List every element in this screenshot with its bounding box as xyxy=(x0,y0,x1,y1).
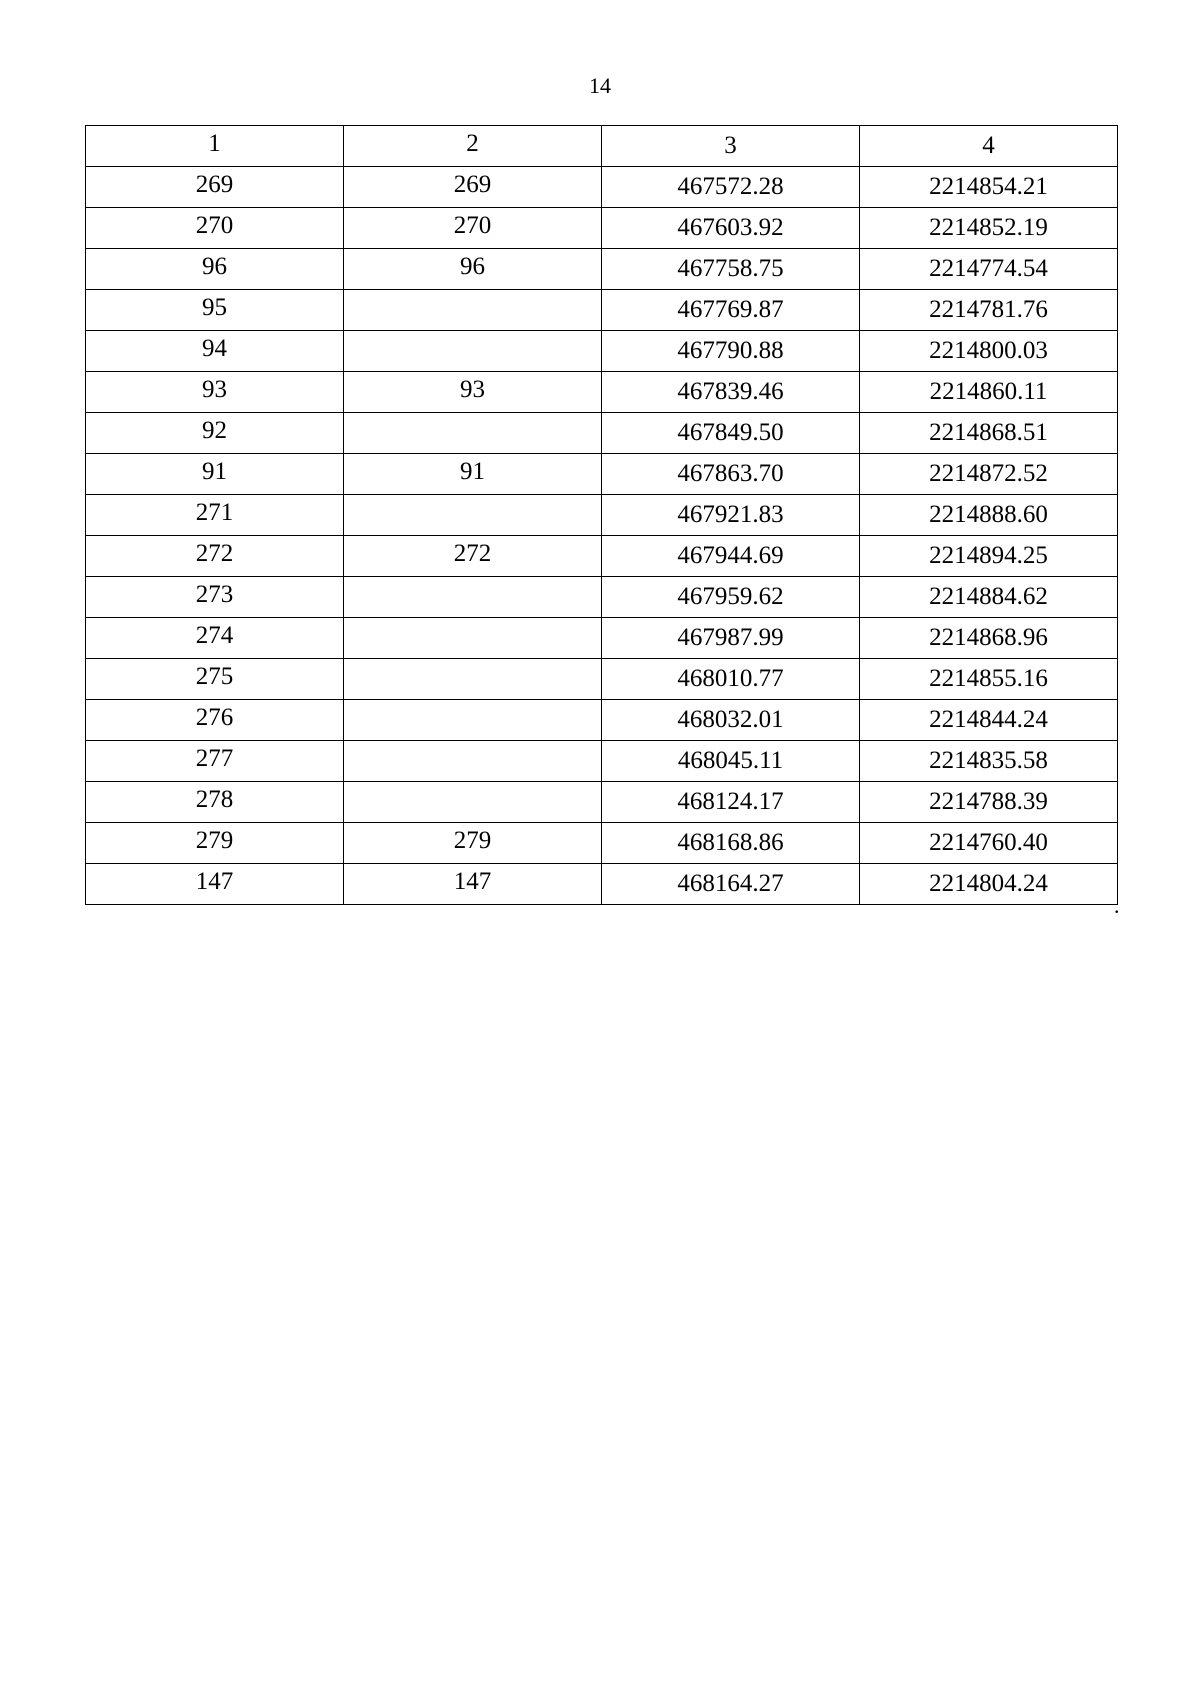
y-coordinate-cell: 2214844.24 xyxy=(860,700,1118,741)
y-coordinate-cell: 2214854.21 xyxy=(860,167,1118,208)
point-number-cell: 279 xyxy=(86,823,344,864)
point-number-cell: 147 xyxy=(86,864,344,905)
page-number: 14 xyxy=(589,73,611,98)
point-number-alt-cell xyxy=(344,782,602,823)
table-row xyxy=(86,741,1118,782)
y-coordinate-cell: 2214855.16 xyxy=(860,659,1118,700)
table-row xyxy=(86,700,1118,741)
table-row xyxy=(86,782,1118,823)
y-coordinate-cell: 2214884.62 xyxy=(860,577,1118,618)
y-coordinate-cell: 2214800.03 xyxy=(860,331,1118,372)
point-number-alt-cell xyxy=(344,331,602,372)
header-cell-3: 3 xyxy=(602,126,860,167)
x-coordinate-cell: 467921.83 xyxy=(602,495,860,536)
point-number-alt-cell: 91 xyxy=(344,454,602,495)
x-coordinate-cell: 467849.50 xyxy=(602,413,860,454)
point-number-cell: 91 xyxy=(86,454,344,495)
table-header-row xyxy=(86,126,1118,167)
x-coordinate-cell: 467863.70 xyxy=(602,454,860,495)
table-row xyxy=(86,659,1118,700)
table-row xyxy=(86,536,1118,577)
table-row xyxy=(86,495,1118,536)
point-number-alt-cell: 96 xyxy=(344,249,602,290)
y-coordinate-cell: 2214888.60 xyxy=(860,495,1118,536)
point-number-alt-cell xyxy=(344,413,602,454)
y-coordinate-cell: 2214781.76 xyxy=(860,290,1118,331)
point-number-alt-cell xyxy=(344,700,602,741)
x-coordinate-cell: 468168.86 xyxy=(602,823,860,864)
point-number-cell: 277 xyxy=(86,741,344,782)
y-coordinate-cell: 2214760.40 xyxy=(860,823,1118,864)
point-number-cell: 278 xyxy=(86,782,344,823)
y-coordinate-cell: 2214774.54 xyxy=(860,249,1118,290)
x-coordinate-cell: 467839.46 xyxy=(602,372,860,413)
x-coordinate-cell: 468124.17 xyxy=(602,782,860,823)
x-coordinate-cell: 467758.75 xyxy=(602,249,860,290)
point-number-alt-cell xyxy=(344,290,602,331)
table-row xyxy=(86,823,1118,864)
y-coordinate-cell: 2214894.25 xyxy=(860,536,1118,577)
y-coordinate-cell: 2214852.19 xyxy=(860,208,1118,249)
point-number-alt-cell: 279 xyxy=(344,823,602,864)
x-coordinate-cell: 467572.28 xyxy=(602,167,860,208)
point-number-alt-cell: 269 xyxy=(344,167,602,208)
x-coordinate-cell: 468032.01 xyxy=(602,700,860,741)
point-number-cell: 92 xyxy=(86,413,344,454)
point-number-alt-cell: 272 xyxy=(344,536,602,577)
point-number-alt-cell xyxy=(344,618,602,659)
y-coordinate-cell: 2214835.58 xyxy=(860,741,1118,782)
point-number-cell: 276 xyxy=(86,700,344,741)
table-row xyxy=(86,454,1118,495)
point-number-cell: 272 xyxy=(86,536,344,577)
table-row xyxy=(86,208,1118,249)
coordinates-table-body xyxy=(86,126,1118,905)
point-number-alt-cell xyxy=(344,495,602,536)
y-coordinate-cell: 2214860.11 xyxy=(860,372,1118,413)
x-coordinate-cell: 467769.87 xyxy=(602,290,860,331)
y-coordinate-cell: 2214872.52 xyxy=(860,454,1118,495)
x-coordinate-cell: 467987.99 xyxy=(602,618,860,659)
y-coordinate-cell: 2214868.51 xyxy=(860,413,1118,454)
point-number-alt-cell xyxy=(344,659,602,700)
header-cell-1: 1 xyxy=(86,126,344,167)
point-number-alt-cell: 93 xyxy=(344,372,602,413)
x-coordinate-cell: 467603.92 xyxy=(602,208,860,249)
y-coordinate-cell: 2214788.39 xyxy=(860,782,1118,823)
point-number-cell: 275 xyxy=(86,659,344,700)
point-number-alt-cell xyxy=(344,577,602,618)
point-number-cell: 271 xyxy=(86,495,344,536)
point-number-cell: 269 xyxy=(86,167,344,208)
table-row xyxy=(86,167,1118,208)
header-cell-4: 4 xyxy=(860,126,1118,167)
y-coordinate-cell: 2214868.96 xyxy=(860,618,1118,659)
point-number-cell: 270 xyxy=(86,208,344,249)
x-coordinate-cell: 468164.27 xyxy=(602,864,860,905)
x-coordinate-cell: 468010.77 xyxy=(602,659,860,700)
x-coordinate-cell: 468045.11 xyxy=(602,741,860,782)
point-number-cell: 274 xyxy=(86,618,344,659)
trailing-mark: . xyxy=(1114,893,1120,918)
y-coordinate-cell: 2214804.24 xyxy=(860,864,1118,905)
table-row xyxy=(86,249,1118,290)
table-row xyxy=(86,290,1118,331)
header-cell-2: 2 xyxy=(344,126,602,167)
table-row xyxy=(86,372,1118,413)
point-number-alt-cell xyxy=(344,741,602,782)
point-number-alt-cell: 270 xyxy=(344,208,602,249)
table-row xyxy=(86,577,1118,618)
point-number-cell: 94 xyxy=(86,331,344,372)
table-row xyxy=(86,864,1118,905)
x-coordinate-cell: 467944.69 xyxy=(602,536,860,577)
point-number-alt-cell: 147 xyxy=(344,864,602,905)
table-row xyxy=(86,618,1118,659)
x-coordinate-cell: 467959.62 xyxy=(602,577,860,618)
table-row xyxy=(86,413,1118,454)
point-number-cell: 96 xyxy=(86,249,344,290)
x-coordinate-cell: 467790.88 xyxy=(602,331,860,372)
point-number-cell: 95 xyxy=(86,290,344,331)
table-row xyxy=(86,331,1118,372)
coordinates-table xyxy=(85,125,1118,905)
point-number-cell: 273 xyxy=(86,577,344,618)
point-number-cell: 93 xyxy=(86,372,344,413)
